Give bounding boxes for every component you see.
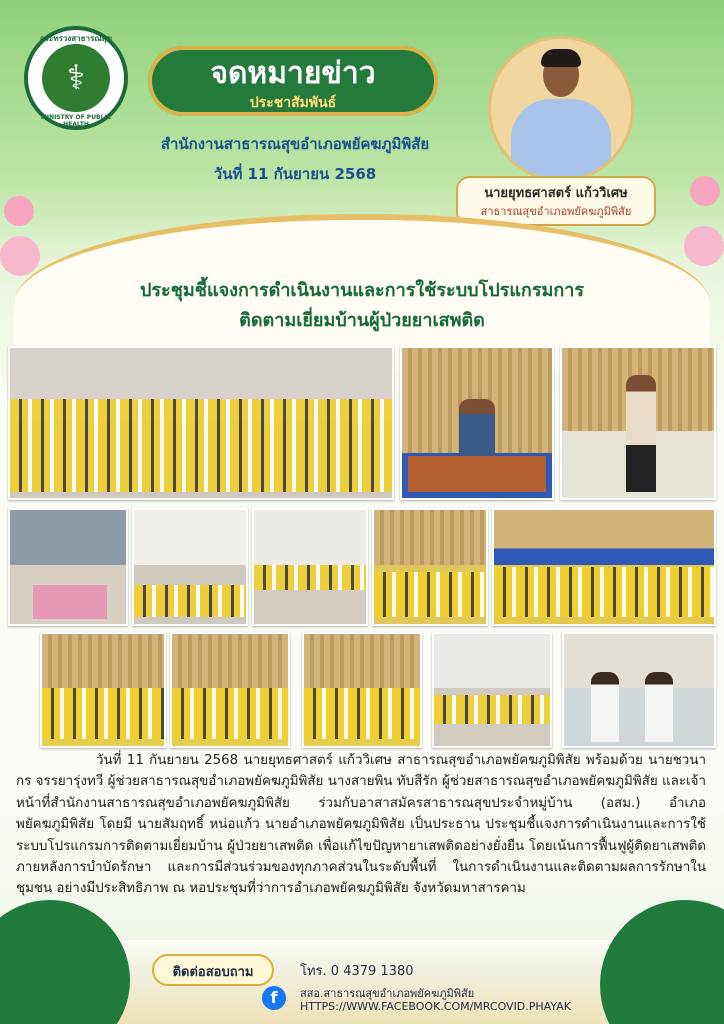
photo-group-large [8, 346, 394, 500]
photo-speaker-podium [400, 346, 554, 500]
news-body [16, 750, 706, 900]
photo-speaker-standing [560, 346, 716, 500]
contact-button[interactable] [152, 954, 274, 986]
flower-decoration-left [4, 196, 34, 226]
photo-audience-1 [40, 632, 166, 748]
contact-button-label: ติดต่อสอบถาม [172, 965, 254, 980]
newsletter-title: จดหมายข่าว [210, 56, 376, 91]
news-headline [40, 276, 684, 336]
title-banner [148, 46, 438, 116]
newsletter-subtitle: ประชาสัมพันธ์ [249, 95, 337, 111]
photo-hall-stage [372, 508, 488, 626]
headline-line-2: ติดตามเยี่ยมบ้านผู้ป่วยยาเสพติด [239, 310, 485, 331]
photo-audience-close [492, 508, 716, 626]
photo-audience-2 [170, 632, 290, 748]
logo-text-top: กระทรวงสาธารณสุข [39, 34, 113, 43]
flower-decoration-left-2 [0, 236, 40, 276]
official-name: นายยุทธศาสตร์ แก้ววิเศษ [484, 186, 628, 201]
facebook-link[interactable]: HTTPS://WWW.FACEBOOK.COM/MRCOVID.PHAYAK [300, 1000, 571, 1013]
photo-hall-wide [252, 508, 368, 626]
photo-officials-podium [8, 508, 128, 626]
flower-decoration-right-2 [684, 226, 724, 266]
logo-emblem [42, 44, 110, 112]
issue-date: วันที่ 11 กันยายน 2568 [213, 165, 377, 183]
official-portrait [488, 36, 634, 182]
photo-audience-3 [302, 632, 422, 748]
photo-staff-table [562, 632, 716, 748]
official-role: สาธารณสุขอำเภอพยัคฆภูมิพิสัย [480, 205, 632, 218]
news-body-paragraph: วันที่ 11 กันยายน 2568 นายยุทธศาสตร์ แก้ววิเศษ สาธารณสุขอำเภอพยัคฆภูมิพิสัย พร้อมด้วย นายชวนากร จรรยารุ่งทวี ผู้ช่วยสาธารณสุขอำเภอพยัคฆภูมิพิสัย นางสายพิน ทับสีรัก ผู้ช่วยสาธารณสุขอำเภอพยัคฆภูมิพิสัย และเจ้าหน้าที่สำนักงานสาธารณสุขอำเภอพยัคฆภูมิพิสัย ร่วมกับอาสาสมัครสาธารณสุขประจำหมู่บ้าน (อสม.) อำเภอพยัคฆภูมิพิสัย โดยมี นายสัมฤทธิ์ หน่อแก้ว นายอำเภอพยัคฆภูมิพิสัย เป็นประธาน ประชุมชี้แจงการดำเนินงานและการใช้ระบบโปรแกรมการติดตามเยี่ยมบ้าน ผู้ป่วยยาเสพติด เพื่อแก้ไขปัญหายาเสพติดอย่างยั่งยืน โดยเน้นการฟื้นฟูผู้ติดยาเสพติด ภายหลังการบำบัดรักษา และการมีส่วนร่วมของทุกภาคส่วนในระดับพื้นที่ ในการดำเนินงานและติดตามผลการรักษาในชุมชน อย่างมีประสิทธิภาพ ณ หอประชุมที่ว่าการอำเภอพยัคฆภูมิพิสัย จังหวัดมหาสารคาม [16, 753, 706, 897]
facebook-page-name: สสอ.สาธารณสุขอำเภอพยัคฆภูมิพิสัย [300, 987, 475, 1000]
moph-logo [24, 26, 128, 130]
flower-decoration-right [690, 176, 720, 206]
footer-decoration-right [600, 900, 724, 1024]
office-name: สำนักงานสาธารณสุขอำเภอพยัคฆภูมิพิสัย [160, 135, 430, 153]
footer-decoration-left [0, 900, 130, 1024]
portrait-hair [541, 49, 581, 67]
photo-hall-registration [132, 508, 248, 626]
headline-line-1: ประชุมชี้แจงการดำเนินงานและการใช้ระบบโปรแกรมการ [139, 280, 585, 301]
caduceus-icon: ⚕ [66, 58, 86, 98]
facebook-icon[interactable]: f [262, 986, 286, 1010]
phone-number: โทร. 0 4379 1380 [300, 964, 414, 979]
portrait-shirt [511, 99, 611, 182]
photo-hall-overview [432, 632, 552, 748]
logo-text-bottom: MINISTRY OF PUBLIC HEALTH [40, 114, 112, 128]
